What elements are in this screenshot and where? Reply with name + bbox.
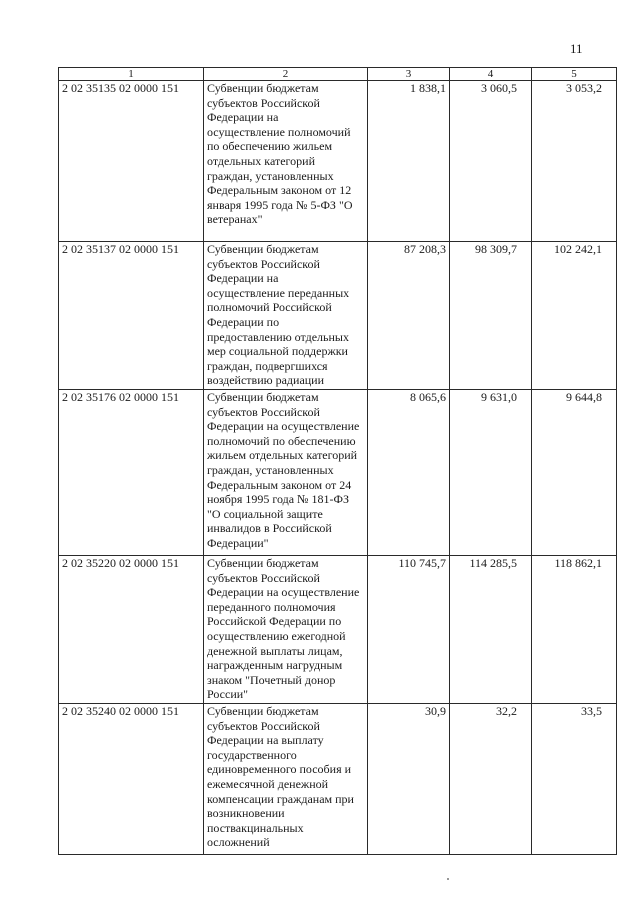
- amount-col4: 9 631,0: [450, 390, 532, 556]
- scan-speck: [447, 878, 449, 880]
- amount-col3: 8 065,6: [368, 390, 450, 556]
- income-description: [204, 242, 368, 390]
- description-text: Субвенции бюджетам субъектов Российской Федерации на осуществление переданных полномочий Российской Федерации по предоставлению отдельных мер социальной поддержки граждан, подвергшихся воздействию радиации: [207, 242, 350, 388]
- table-row: [59, 242, 617, 390]
- page-number: 11: [570, 41, 583, 56]
- amount-col5: 9 644,8: [532, 390, 617, 556]
- table-row: [59, 390, 617, 556]
- column-header-2: 2: [204, 68, 368, 81]
- classification-code: 2 02 35220 02 0000 151: [59, 556, 204, 704]
- table-header-row: [59, 68, 617, 81]
- amount-col4: 3 060,5: [450, 81, 532, 242]
- table-row: [59, 704, 617, 855]
- amount-col5: 102 242,1: [532, 242, 617, 390]
- amount-col5: 118 862,1: [532, 556, 617, 704]
- description-text: Субвенции бюджетам субъектов Российской Федерации на осуществление переданного полномочия Российской Федерации по осуществлению ежегодной денежной выплаты лицам, награжденным нагрудным знаком "Почетный донор России": [207, 556, 360, 702]
- column-header-5: 5: [532, 68, 617, 81]
- description-text: Субвенции бюджетам субъектов Российской Федерации на осуществление полномочий по обеспечению жильем отдельных категорий граждан, установленных Федеральным законом от 24 ноября 1995 года № 181-ФЗ "О социальной защите инвалидов в Российской Федерации": [207, 390, 360, 550]
- description-text: Субвенции бюджетам субъектов Российской Федерации на выплату государственного единовременного пособия и ежемесячной денежной компенсации гражданам при возникновении поствакцинальных осложнений: [207, 704, 354, 850]
- amount-col4: 98 309,7: [450, 242, 532, 390]
- classification-code: 2 02 35137 02 0000 151: [59, 242, 204, 390]
- table-row: [59, 81, 617, 242]
- description-text: Субвенции бюджетам субъектов Российской Федерации на осуществление полномочий по обеспечению жильем отдельных категорий граждан, установленных Федеральным законом от 12 января 1995 года № 5-ФЗ "О ветеранах": [207, 81, 353, 227]
- income-description: [204, 704, 368, 855]
- income-description: [204, 556, 368, 704]
- column-header-1: 1: [59, 68, 204, 81]
- table-row: [59, 556, 617, 704]
- amount-col4: 32,2: [450, 704, 532, 855]
- income-description: [204, 390, 368, 556]
- income-description: [204, 81, 368, 242]
- classification-code: 2 02 35176 02 0000 151: [59, 390, 204, 556]
- amount-col5: 33,5: [532, 704, 617, 855]
- budget-table: [58, 67, 617, 855]
- column-header-4: 4: [450, 68, 532, 81]
- classification-code: 2 02 35240 02 0000 151: [59, 704, 204, 855]
- amount-col3: 30,9: [368, 704, 450, 855]
- amount-col3: 1 838,1: [368, 81, 450, 242]
- amount-col5: 3 053,2: [532, 81, 617, 242]
- amount-col3: 110 745,7: [368, 556, 450, 704]
- amount-col3: 87 208,3: [368, 242, 450, 390]
- classification-code: 2 02 35135 02 0000 151: [59, 81, 204, 242]
- amount-col4: 114 285,5: [450, 556, 532, 704]
- column-header-3: 3: [368, 68, 450, 81]
